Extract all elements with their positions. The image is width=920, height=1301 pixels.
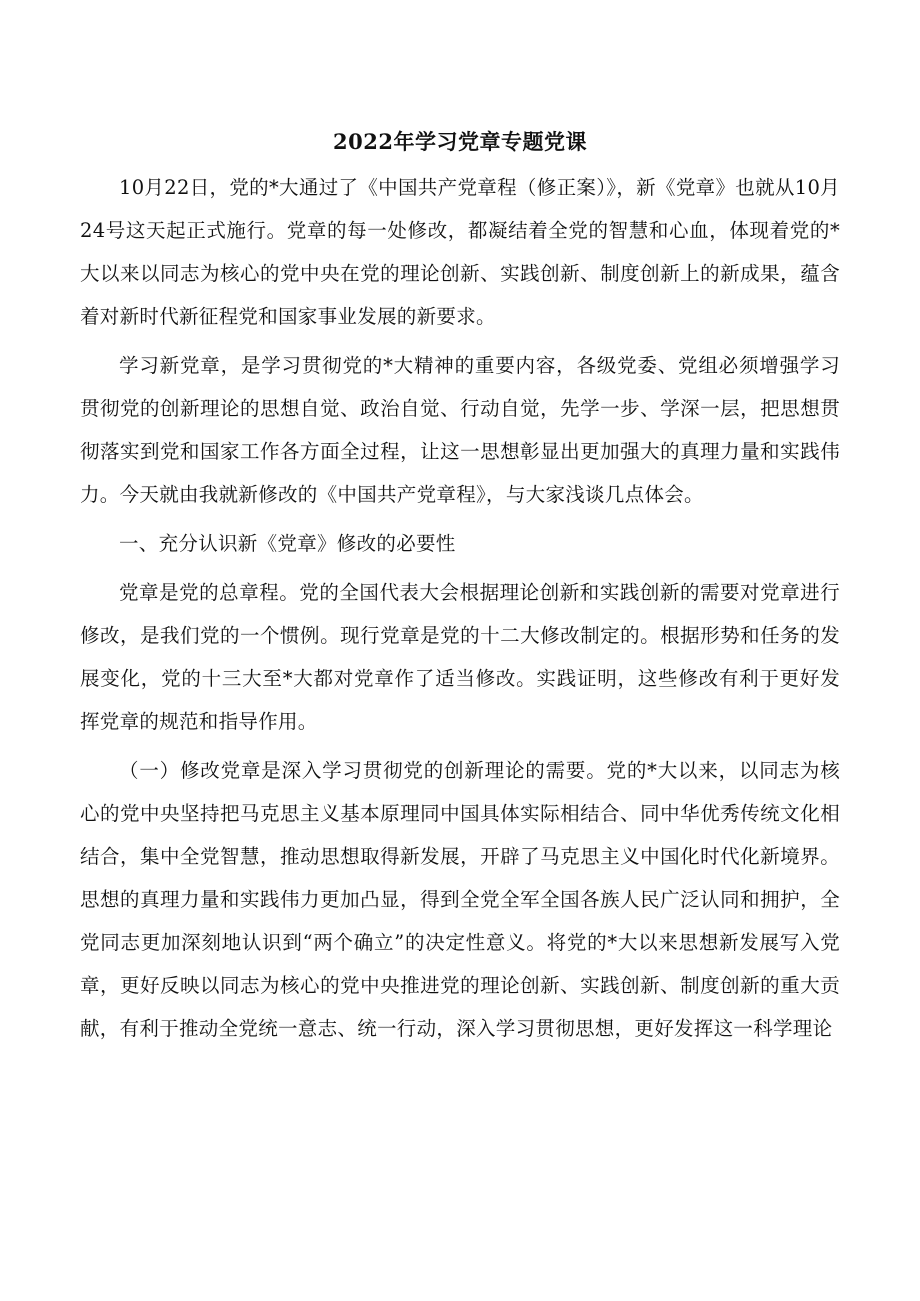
paragraph-constitution: 党章是党的总章程。党的全国代表大会根据理论创新和实践创新的需要对党章进行修改，是我们党的一个惯例。现行党章是党的十二大修改制定的。根据形势和任务的发展变化，党的十三大至*大都对党章作了适当修改。实践证明，这些修改有利于更好发挥党章的规范和指导作用。 xyxy=(80,581,840,733)
document-title: 2022年学习党章专题党课 xyxy=(333,129,587,154)
paragraph-point-one: （一）修改党章是深入学习贯彻党的创新理论的需要。党的*大以来，以同志为核心的党中央坚持把马克思主义基本原理同中国具体实际相结合、同中华优秀传统文化相结合，集中全党智慧，推动思想取得新发展，开辟了马克思主义中国化时代化新境界。思想的真理力量和实践伟力更加凸显，得到全党全军全国各族人民广泛认同和拥护，全党同志更加深刻地认识到“两个确立”的决定性意义。将党的*大以来思想新发展写入党章，更好反映以同志为核心的党中央推进党的理论创新、实践创新、制度创新的重大贡献，有利于推动全党统一意志、统一行动，深入学习贯彻思想，更好发挥这一科学理论 xyxy=(80,759,840,1040)
paragraph-intro: 10月22日，党的*大通过了《中国共产党章程（修正案）》，新《党章》也就从10月24号这天起正式施行。党章的每一处修改，都凝结着全党的智慧和心血，体现着党的*大以来以同志为核心的党中央在党的理论创新、实践创新、制度创新上的新成果，蕴含着对新时代新征程党和国家事业发展的新要求。 xyxy=(80,176,840,328)
paragraph-study: 学习新党章，是学习贯彻党的*大精神的重要内容，各级党委、党组必须增强学习贯彻党的创新理论的思想自觉、政治自觉、行动自觉，先学一步、学深一层，把思想贯彻落实到党和国家工作各方面全过程，让这一思想彰显出更加强大的真理力量和实践伟力。今天就由我就新修改的《中国共产党章程》，与大家浅谈几点体会。 xyxy=(80,354,840,506)
section-heading: 一、充分认识新《党章》修改的必要性 xyxy=(119,532,456,555)
